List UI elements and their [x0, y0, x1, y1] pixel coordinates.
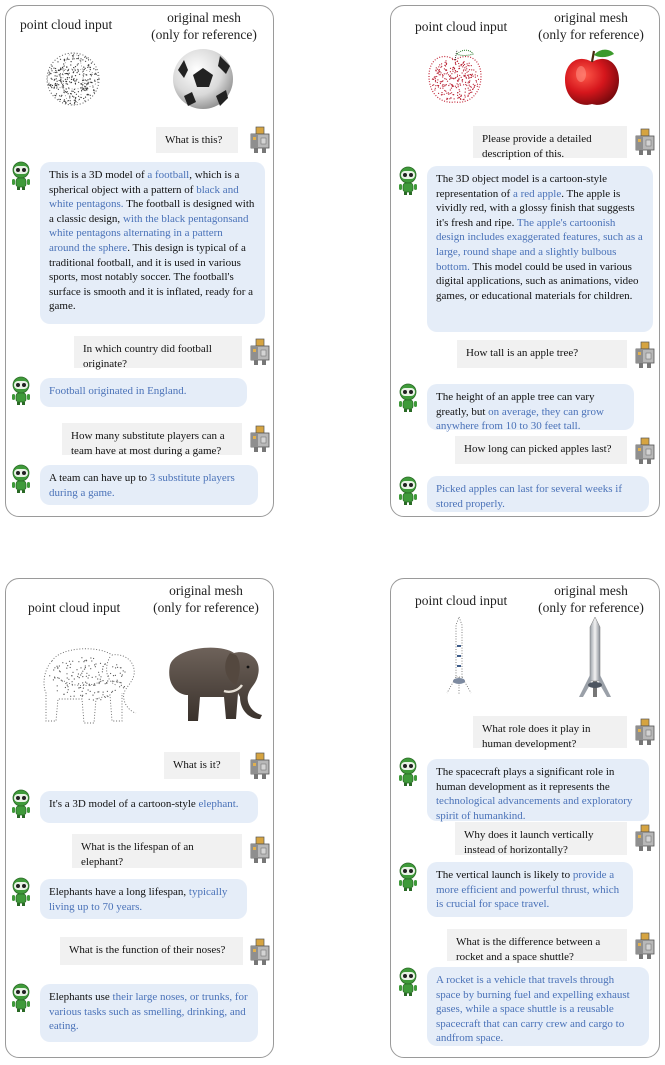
highlighted-text: provide a more efficient and powerful thrust, which is crucial for space travel.	[436, 869, 620, 911]
apple-point-cloud	[425, 46, 485, 108]
highlighted-text: with the black pentagonsand white pentagons alternating in a pattern around the sphere	[49, 212, 249, 254]
highlighted-text: on average, they can grow anywhere from 10 to 30 feet tall.	[436, 405, 604, 433]
message-text: How long can picked apples last?	[464, 443, 612, 455]
original-mesh-label: original mesh (only for reference)	[538, 10, 644, 42]
highlighted-text: their large noses, or trunks, for various tasks such as smelling, drinking, and eating.	[49, 991, 248, 1033]
highlighted-text: a football	[147, 169, 190, 181]
message-text: The football is designed with a classic design,	[49, 198, 255, 225]
message-text: What is the lifespan of an elephant?	[81, 841, 194, 868]
user-cube-icon	[248, 337, 272, 367]
bot-answer	[427, 759, 649, 821]
user-cube-icon	[248, 937, 272, 967]
user-cube-icon	[248, 835, 272, 865]
user-question	[457, 340, 627, 368]
bot-answer	[40, 378, 247, 407]
user-question	[72, 834, 242, 868]
message-text: Why does it launch vertically instead of horizontally?	[464, 829, 594, 856]
point-cloud-label: point cloud input	[20, 17, 113, 32]
message-text: This model could be used in various digital applications, such as animations, video games, or educational materials for children.	[436, 260, 639, 302]
bot-answer	[40, 984, 258, 1042]
user-question	[455, 822, 627, 855]
original-mesh-label: original mesh (only for reference)	[538, 583, 644, 615]
bot-answer	[40, 879, 247, 919]
message-text: In which country did football originate?	[83, 343, 212, 370]
user-question	[62, 423, 242, 455]
message-text: A team can have up to	[49, 472, 150, 484]
message-text: . This design is typical of a traditional football, and it is used in various sports, most notably soccer. The football's surface is smooth and it is inflated, ready for a game.	[49, 241, 254, 313]
message-text: The height of an apple tree can vary greatly, but	[436, 391, 595, 418]
message-text: Elephants have a long lifespan,	[49, 886, 189, 898]
point-cloud-label: point cloud input	[415, 19, 508, 34]
highlighted-text: technological advancements and exploratory spirit of humankind.	[436, 795, 633, 822]
user-question	[164, 752, 240, 779]
user-cube-icon	[633, 127, 657, 157]
user-question	[60, 937, 243, 965]
user-cube-icon	[248, 424, 272, 454]
message-text: The vertical launch is likely to	[436, 869, 573, 881]
bot-answer	[40, 162, 265, 324]
bot-answer	[40, 791, 258, 823]
robot-avatar-icon	[396, 383, 420, 413]
user-cube-icon	[633, 436, 657, 466]
panel-football	[5, 5, 274, 517]
message-text: What is the difference between a rocket and a space shuttle?	[456, 936, 601, 963]
message-text: . The apple is vividly red, with a glossy finish that suggests it's fresh and ripe.	[436, 187, 635, 229]
original-mesh-label: original mesh (only for reference)	[151, 10, 257, 42]
football-mesh	[170, 46, 236, 112]
highlighted-text: 3 substitute players during a game.	[49, 472, 235, 499]
bot-answer	[40, 465, 258, 505]
robot-avatar-icon	[9, 376, 33, 406]
message-text: , which is a spherical object with a pattern of	[49, 169, 240, 196]
user-cube-icon	[633, 340, 657, 370]
elephant-point-cloud	[24, 641, 144, 727]
highlighted-text: typically living up to 70 years.	[49, 886, 228, 913]
user-question	[447, 929, 627, 961]
user-cube-icon	[633, 717, 657, 747]
robot-avatar-icon	[396, 166, 420, 196]
highlighted-text: black and white pentagons.	[49, 183, 239, 211]
user-cube-icon	[248, 125, 272, 155]
football-point-cloud	[44, 50, 102, 108]
message-text: The 3D object model is a cartoon-style representation of	[436, 173, 608, 200]
message-text: What is it?	[173, 759, 221, 771]
user-question	[455, 436, 627, 464]
message-text: Elephants use	[49, 991, 113, 1003]
user-question	[473, 716, 627, 748]
message-text: What is the function of their noses?	[69, 944, 226, 956]
highlighted-text: elephant.	[198, 798, 239, 810]
user-cube-icon	[633, 931, 657, 961]
highlighted-text: Football originated in England.	[49, 385, 187, 397]
bot-answer	[427, 967, 649, 1046]
message-text: What role does it play in human development?	[482, 723, 591, 750]
highlighted-text: The apple's cartoonish design includes exaggerated features, such as a large, round shape and a slightly bulbous bottom.	[436, 216, 643, 273]
robot-avatar-icon	[396, 862, 420, 892]
robot-avatar-icon	[396, 757, 420, 787]
message-text: What is this?	[165, 134, 223, 146]
point-cloud-label: point cloud input	[415, 593, 508, 608]
bot-answer	[427, 476, 649, 512]
user-question	[156, 127, 238, 153]
robot-avatar-icon	[9, 464, 33, 494]
rocket-mesh	[575, 615, 615, 707]
bot-answer	[427, 862, 633, 917]
robot-avatar-icon	[9, 877, 33, 907]
point-cloud-label: point cloud input	[28, 600, 121, 615]
robot-avatar-icon	[396, 967, 420, 997]
robot-avatar-icon	[9, 983, 33, 1013]
user-question	[74, 336, 242, 368]
highlighted-text: Picked apples can last for several weeks if stored properly.	[436, 483, 623, 510]
rocket-point-cloud	[441, 615, 477, 701]
original-mesh-label: original mesh (only for reference)	[153, 583, 259, 615]
user-cube-icon	[248, 751, 272, 781]
message-text: How many substitute players can a team have at most during a game?	[71, 430, 225, 457]
bot-answer	[427, 166, 653, 332]
message-text: The spacecraft plays a significant role in human development as it represents the	[436, 766, 615, 793]
bot-answer	[427, 384, 634, 433]
highlighted-text: a red apple	[512, 187, 562, 200]
robot-avatar-icon	[9, 161, 33, 191]
panel-elephant	[5, 578, 274, 1058]
message-text: How tall is an apple tree?	[466, 347, 579, 359]
highlighted-text: A rocket is a vehicle that travels through space by burning fuel and expelling exhaust gases, while a space shuttle is a reusable spacecraft that can carry crew and cargo to andfrom space.	[436, 974, 630, 1045]
message-text: Please provide a detailed description of this.	[482, 133, 592, 160]
user-cube-icon	[633, 823, 657, 853]
elephant-mesh	[158, 639, 268, 725]
apple-mesh	[561, 46, 623, 110]
message-text: This is a 3D model of	[49, 169, 148, 181]
robot-avatar-icon	[9, 789, 33, 819]
panel-rocket	[390, 578, 660, 1058]
message-text: It's a 3D model of a cartoon-style	[49, 798, 199, 810]
robot-avatar-icon	[396, 476, 420, 506]
panel-apple	[390, 5, 660, 517]
user-question	[473, 126, 627, 158]
